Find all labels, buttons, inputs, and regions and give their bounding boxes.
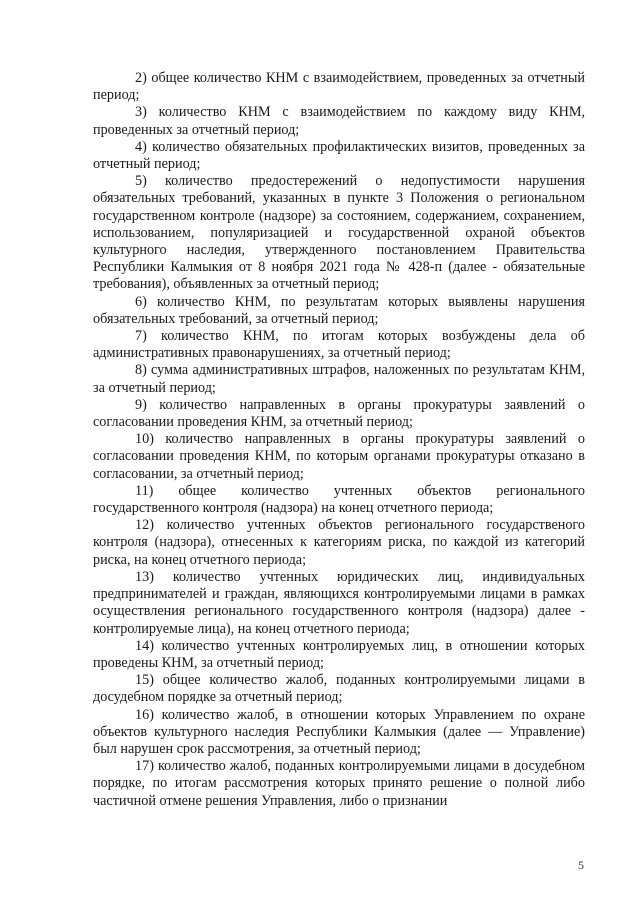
list-item: 3) количество КНМ с взаимодействием по каждому виду КНМ, проведенных за отчетный период; (93, 104, 585, 138)
list-item: 17) количество жалоб, поданных контролируемыми лицами в досудебном порядке, по итогам рассмотрения которых принято решение о полной либо частичной отмене решения Управления, либо о признании (93, 758, 585, 809)
list-item: 4) количество обязательных профилактических визитов, проведенных за отчетный период; (93, 138, 585, 173)
list-item: 10) количество направленных в органы прокуратуры заявлений о согласовании проведения КНМ, по которым органами прокуратуры отказано в согласовании, за отчетный период; (93, 431, 585, 482)
document-body (93, 70, 585, 810)
list-item: 5) количество предостережений о недопустимости нарушения обязательных требований, указанных в пункте 3 Положения о региональном государственном контроле (надзоре) за состоянием, содержанием, сохранением, использованием, популяризацией и государственной охраной объектов культурного наследия, утвержденного постановлением Правительства Республики Калмыкия от 8 ноября 2021 года № 428-п (далее - обязательные требования), объявленных за отчетный период; (93, 173, 585, 293)
list-item: 12) количество учтенных объектов регионального государственого контроля (надзора), отнесенных к категориям риска, по каждой из категорий риска, на конец отчетного периода; (93, 517, 585, 568)
list-item: 16) количество жалоб, в отношении которых Управлением по охране объектов культурного наследия Республики Калмыкия (далее — Управление) был нарушен срок рассмотрения, за отчетный период; (93, 706, 585, 757)
list-item: 13) количество учтенных юридических лиц, индивидуальных предпринимателей и граждан, являющихся контролируемыми лицами в рамках осуществления регионального государственного контроля (надзора) далее - контролируемые лица), на конец отчетного периода; (93, 568, 585, 637)
list-item: 8) сумма административных штрафов, наложенных по результатам КНМ, за отчетный период; (93, 362, 585, 396)
list-item: 2) общее количество КНМ с взаимодействием, проведенных за отчетный период; (93, 70, 585, 104)
list-item: 7) количество КНМ, по итогам которых возбуждены дела об административных правонарушениях, за отчетный период; (93, 328, 585, 362)
list-item: 15) общее количество жалоб, поданных контролируемыми лицами в досудебном порядке за отчетный период; (93, 672, 585, 706)
page-number: 5 (578, 858, 584, 872)
list-item: 6) количество КНМ, по результатам которых выявлены нарушения обязательных требований, за отчетный период; (93, 293, 585, 327)
list-item: 14) количество учтенных контролируемых лиц, в отношении которых проведены КНМ, за отчетный период; (93, 637, 585, 671)
list-item: 11) общее количество учтенных объектов регионального государственного контроля (надзора) на конец отчетного периода; (93, 482, 585, 517)
list-item: 9) количество направленных в органы прокуратуры заявлений о согласовании проведения КНМ, за отчетный период; (93, 396, 585, 431)
